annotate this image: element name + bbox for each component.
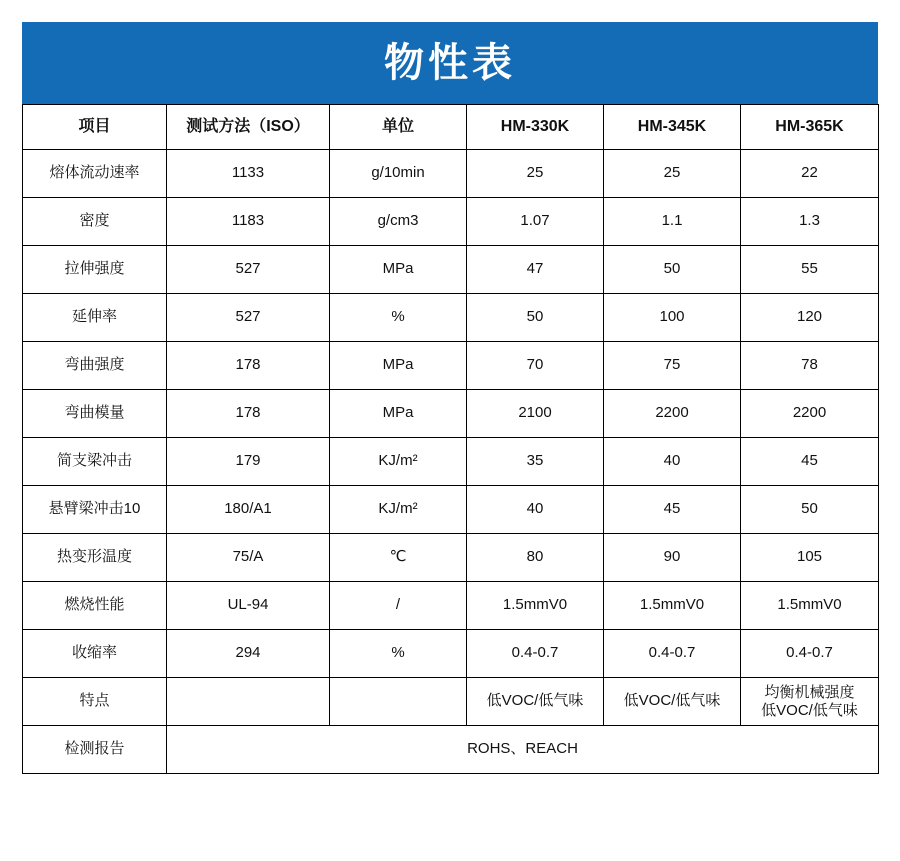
cell-value-hm345k: 2200 [604,390,741,438]
cell-value-hm345k: 50 [604,246,741,294]
cell-method: 179 [167,438,330,486]
cell-value-hm330k: 1.5mmV0 [467,582,604,630]
cell-value-hm345k: 45 [604,486,741,534]
feature-line-2: 低VOC/低气味 [761,701,858,719]
table-row-feature [23,678,879,726]
cell-method: 180/A1 [167,486,330,534]
cell-value-hm330k: 80 [467,534,604,582]
cell-value-hm365k: 55 [741,246,879,294]
cell-method: 527 [167,294,330,342]
cell-feature-hm345k: 低VOC/低气味 [604,678,741,726]
table-row [23,342,879,390]
column-header-item: 项目 [23,105,167,150]
cell-method [167,678,330,726]
cell-unit: ℃ [330,534,467,582]
table-row [23,198,879,246]
cell-value-hm330k: 0.4-0.7 [467,630,604,678]
cell-value-hm365k: 22 [741,150,879,198]
cell-value-hm365k: 0.4-0.7 [741,630,879,678]
cell-method: 294 [167,630,330,678]
cell-method: 1183 [167,198,330,246]
cell-item: 热变形温度 [23,534,167,582]
column-header-hm330k: HM-330K [467,105,604,150]
cell-unit: g/10min [330,150,467,198]
column-header-method: 测试方法（ISO） [167,105,330,150]
cell-value-hm330k: 35 [467,438,604,486]
table-row [23,486,879,534]
cell-unit: MPa [330,342,467,390]
table-row [23,582,879,630]
cell-value-hm345k: 0.4-0.7 [604,630,741,678]
table-row [23,390,879,438]
cell-unit: g/cm3 [330,198,467,246]
cell-item: 简支梁冲击 [23,438,167,486]
cell-report-value: ROHS、REACH [167,726,879,774]
cell-unit: KJ/m² [330,486,467,534]
cell-item: 收缩率 [23,630,167,678]
cell-method: 1133 [167,150,330,198]
cell-unit: KJ/m² [330,438,467,486]
cell-feature-hm365k [741,678,879,726]
table-row [23,534,879,582]
cell-value-hm330k: 25 [467,150,604,198]
cell-value-hm330k: 70 [467,342,604,390]
cell-value-hm365k: 2200 [741,390,879,438]
cell-unit: % [330,294,467,342]
cell-method: 527 [167,246,330,294]
properties-table [22,104,879,774]
cell-item: 检测报告 [23,726,167,774]
cell-item: 燃烧性能 [23,582,167,630]
cell-item: 弯曲强度 [23,342,167,390]
cell-item: 熔体流动速率 [23,150,167,198]
table-row [23,294,879,342]
cell-value-hm365k: 50 [741,486,879,534]
cell-value-hm330k: 40 [467,486,604,534]
cell-value-hm345k: 100 [604,294,741,342]
cell-value-hm345k: 90 [604,534,741,582]
cell-feature-hm330k: 低VOC/低气味 [467,678,604,726]
table-row [23,438,879,486]
cell-value-hm365k: 1.5mmV0 [741,582,879,630]
cell-value-hm345k: 75 [604,342,741,390]
cell-value-hm365k: 120 [741,294,879,342]
cell-value-hm365k: 45 [741,438,879,486]
cell-item: 延伸率 [23,294,167,342]
cell-method: UL-94 [167,582,330,630]
cell-value-hm330k: 50 [467,294,604,342]
cell-value-hm365k: 105 [741,534,879,582]
cell-value-hm345k: 40 [604,438,741,486]
cell-unit: MPa [330,390,467,438]
table-header-row [23,105,879,150]
cell-item: 拉伸强度 [23,246,167,294]
table-row [23,246,879,294]
cell-method: 178 [167,342,330,390]
cell-item: 弯曲模量 [23,390,167,438]
cell-item: 悬臂梁冲击10 [23,486,167,534]
column-header-hm345k: HM-345K [604,105,741,150]
cell-value-hm330k: 47 [467,246,604,294]
cell-method: 75/A [167,534,330,582]
cell-unit: % [330,630,467,678]
cell-item: 密度 [23,198,167,246]
title-bar [22,22,878,104]
column-header-hm365k: HM-365K [741,105,879,150]
cell-value-hm330k: 2100 [467,390,604,438]
cell-value-hm365k: 1.3 [741,198,879,246]
cell-method: 178 [167,390,330,438]
column-header-unit: 单位 [330,105,467,150]
cell-value-hm365k: 78 [741,342,879,390]
feature-line-1: 均衡机械强度 [764,683,855,701]
table-row [23,630,879,678]
cell-value-hm345k: 1.5mmV0 [604,582,741,630]
table-row-report [23,726,879,774]
cell-value-hm345k: 25 [604,150,741,198]
cell-unit: MPa [330,246,467,294]
table-row [23,150,879,198]
page-title: 物性表 [384,41,516,85]
table-body [23,150,879,774]
cell-value-hm345k: 1.1 [604,198,741,246]
cell-unit: / [330,582,467,630]
cell-unit [330,678,467,726]
cell-value-hm330k: 1.07 [467,198,604,246]
cell-item: 特点 [23,678,167,726]
table-header [23,105,879,150]
